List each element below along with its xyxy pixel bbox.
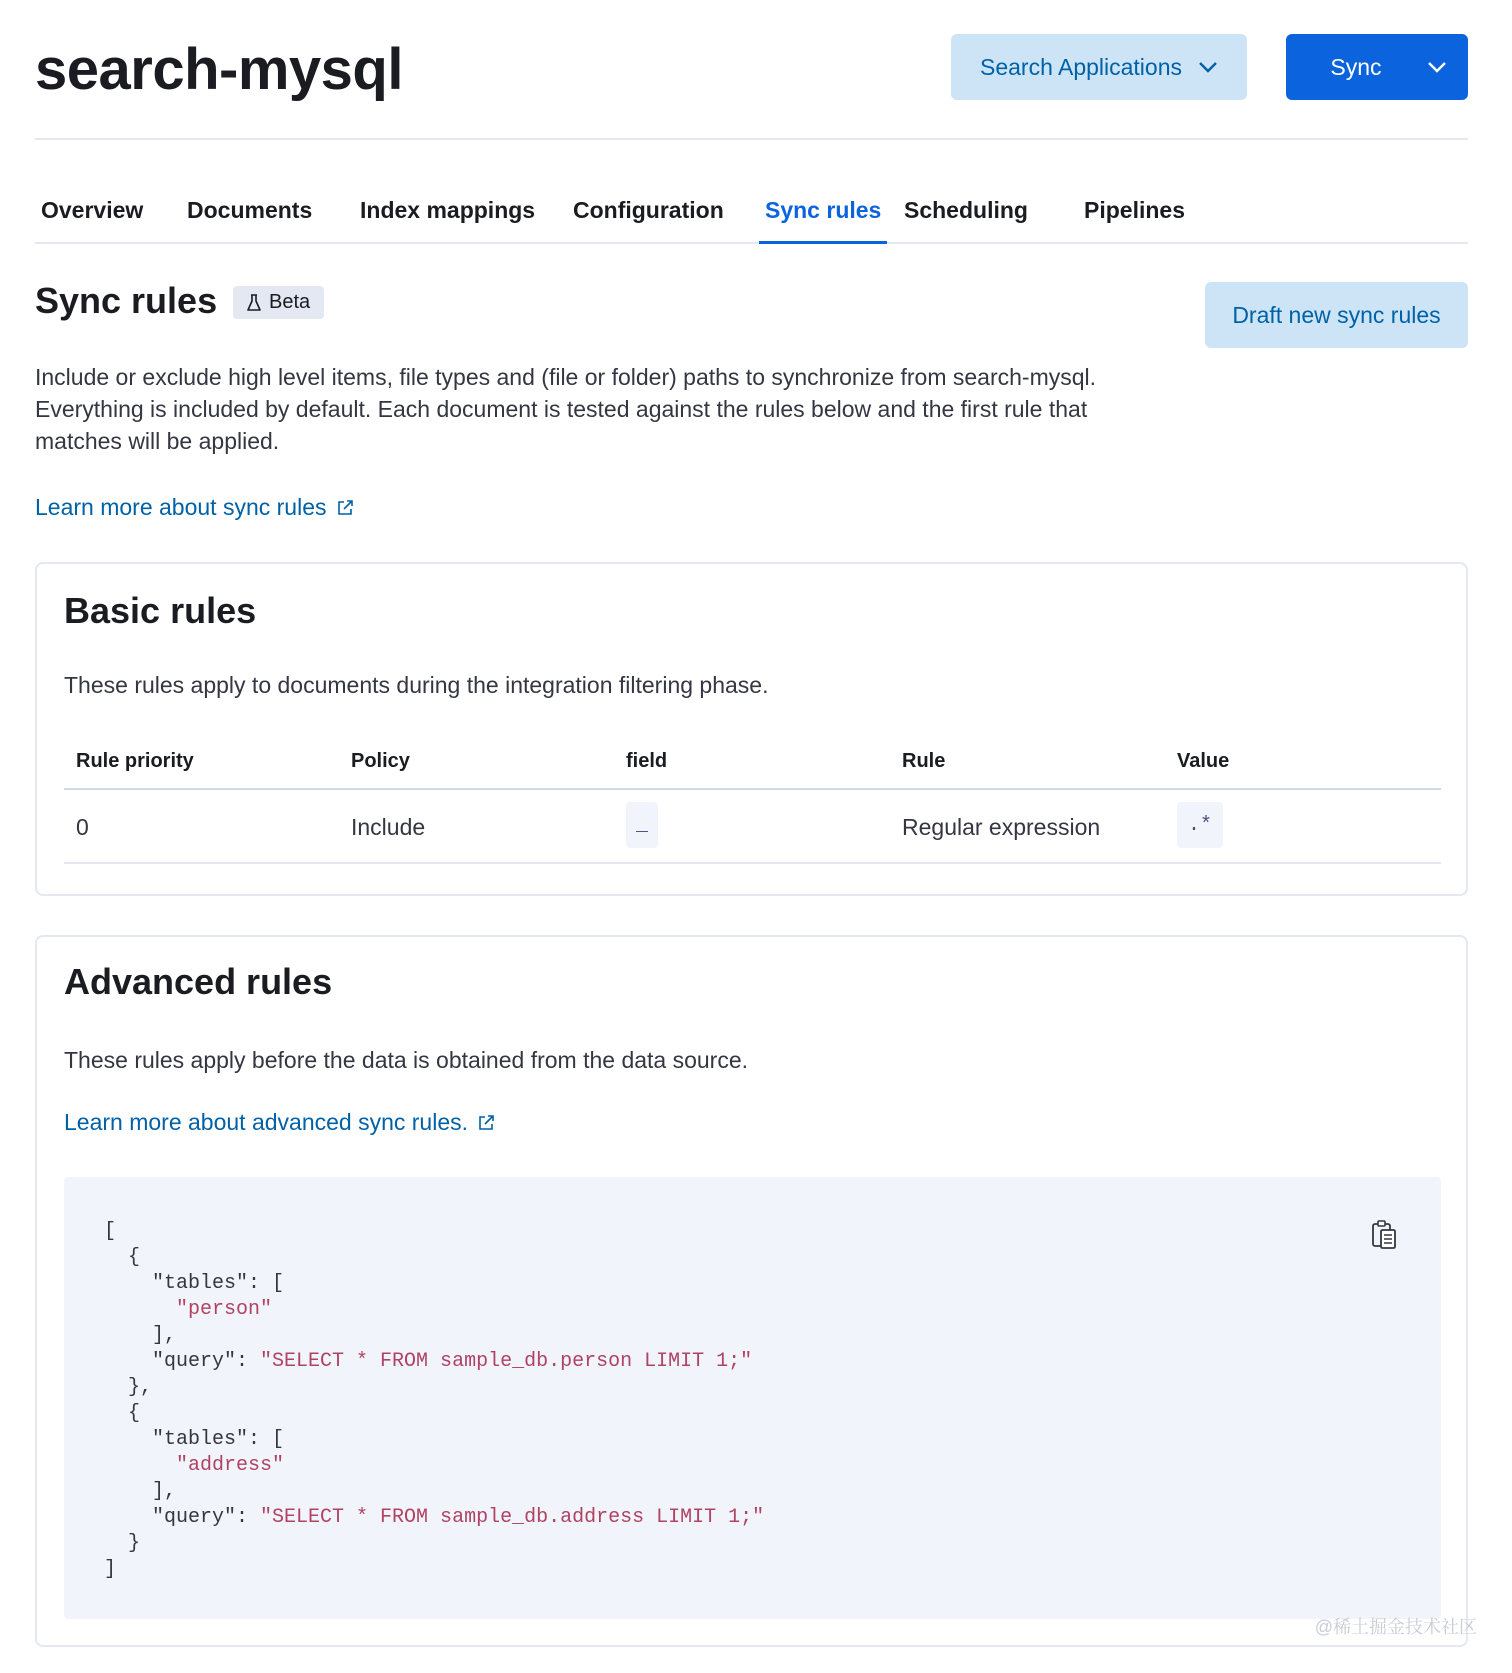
learn-more-sync-rules-label: Learn more about sync rules — [35, 494, 327, 520]
code-content — [104, 1219, 764, 1583]
learn-more-advanced-rules-label: Learn more about advanced sync rules. — [64, 1109, 469, 1135]
column-header-rule: Rule — [902, 750, 946, 772]
sync-dropdown-toggle[interactable] — [1406, 61, 1468, 73]
field-cell: _ — [626, 802, 658, 848]
code-string: "SELECT * FROM sample_db.person LIMIT 1;" — [260, 1350, 753, 1373]
code-key: "query": — [104, 1506, 261, 1529]
column-header-value: Value — [1177, 750, 1230, 772]
basic-rules-description: These rules apply to documents during the integration filtering phase. — [64, 672, 769, 698]
tab-bar — [35, 180, 1468, 244]
column-header-policy: Policy — [351, 750, 410, 772]
code-line: ], — [104, 1480, 177, 1503]
external-link-icon — [478, 1114, 495, 1131]
tab-index-mappings[interactable]: Index mappings — [360, 197, 536, 223]
column-header-field: field — [626, 750, 668, 772]
tab-overview[interactable]: Overview — [41, 197, 144, 223]
sync-button-label: Sync — [1330, 53, 1382, 80]
description-line: Include or exclude high level items, file types and (file or folder) paths to synchronize from search-mysql. — [35, 364, 1097, 390]
code-line: } — [104, 1532, 141, 1555]
table-header — [64, 736, 1441, 790]
description-line: matches will be applied. — [35, 428, 280, 454]
code-string: "person" — [104, 1298, 273, 1321]
copy-clipboard-icon[interactable] — [1369, 1219, 1399, 1251]
code-line: { — [104, 1402, 141, 1425]
draft-new-sync-rules-button[interactable]: Draft new sync rules — [1205, 282, 1468, 348]
table-row — [64, 790, 1441, 864]
code-string: "address" — [104, 1454, 285, 1477]
description-line: Everything is included by default. Each document is tested against the rules below and the first rule that — [35, 396, 1088, 422]
code-line: { — [104, 1246, 141, 1269]
learn-more-advanced-rules-link[interactable] — [64, 1109, 495, 1136]
search-applications-label: Search Applications — [979, 53, 1182, 80]
beta-badge — [233, 286, 324, 319]
code-line: ], — [104, 1324, 177, 1347]
chevron-down-icon — [1198, 61, 1218, 73]
advanced-rules-title: Advanced rules — [64, 961, 333, 1002]
code-line: "tables": [ — [104, 1272, 285, 1295]
watermark: @稀土掘金技术社区 — [1314, 1617, 1477, 1637]
advanced-rules-description: These rules apply before the data is obtained from the data source. — [64, 1047, 749, 1073]
basic-rules-title: Basic rules — [64, 590, 257, 631]
chevron-down-icon — [1427, 61, 1447, 73]
code-line: [ — [104, 1220, 117, 1243]
tab-scheduling[interactable]: Scheduling — [904, 197, 1028, 223]
tab-configuration[interactable]: Configuration — [573, 197, 724, 223]
tab-documents[interactable]: Documents — [187, 197, 313, 223]
advanced-rules-panel — [35, 935, 1468, 1647]
code-line: ] — [104, 1558, 117, 1581]
search-applications-button[interactable] — [951, 34, 1247, 100]
rule-priority-cell: 0 — [76, 814, 89, 840]
section-title: Sync rules — [35, 280, 218, 321]
value-cell: .* — [1177, 802, 1223, 848]
code-line — [104, 1505, 764, 1531]
sync-rules-description — [35, 361, 1215, 457]
code-line — [104, 1349, 764, 1375]
code-line: "tables": [ — [104, 1428, 285, 1451]
sync-button[interactable] — [1286, 34, 1468, 100]
external-link-icon — [337, 499, 354, 516]
advanced-rules-code-block — [64, 1177, 1441, 1619]
code-string: "SELECT * FROM sample_db.address LIMIT 1;" — [260, 1506, 765, 1529]
column-header-rule-priority: Rule priority — [76, 750, 194, 772]
code-line — [104, 1453, 764, 1479]
policy-cell: Include — [351, 814, 426, 840]
page-header — [35, 30, 1468, 140]
tab-pipelines[interactable]: Pipelines — [1084, 197, 1185, 223]
code-line: }, — [104, 1376, 153, 1399]
beta-badge-label: Beta — [269, 291, 311, 313]
tab-sync-rules[interactable]: Sync rules — [759, 197, 887, 244]
code-line — [104, 1297, 764, 1323]
basic-rules-table — [64, 736, 1441, 864]
page-title: search-mysql — [35, 37, 403, 102]
learn-more-sync-rules-link[interactable] — [35, 494, 354, 521]
flask-icon — [247, 294, 261, 312]
rule-cell: Regular expression — [902, 814, 1101, 840]
basic-rules-panel — [35, 562, 1468, 896]
code-key: "query": — [104, 1350, 261, 1373]
